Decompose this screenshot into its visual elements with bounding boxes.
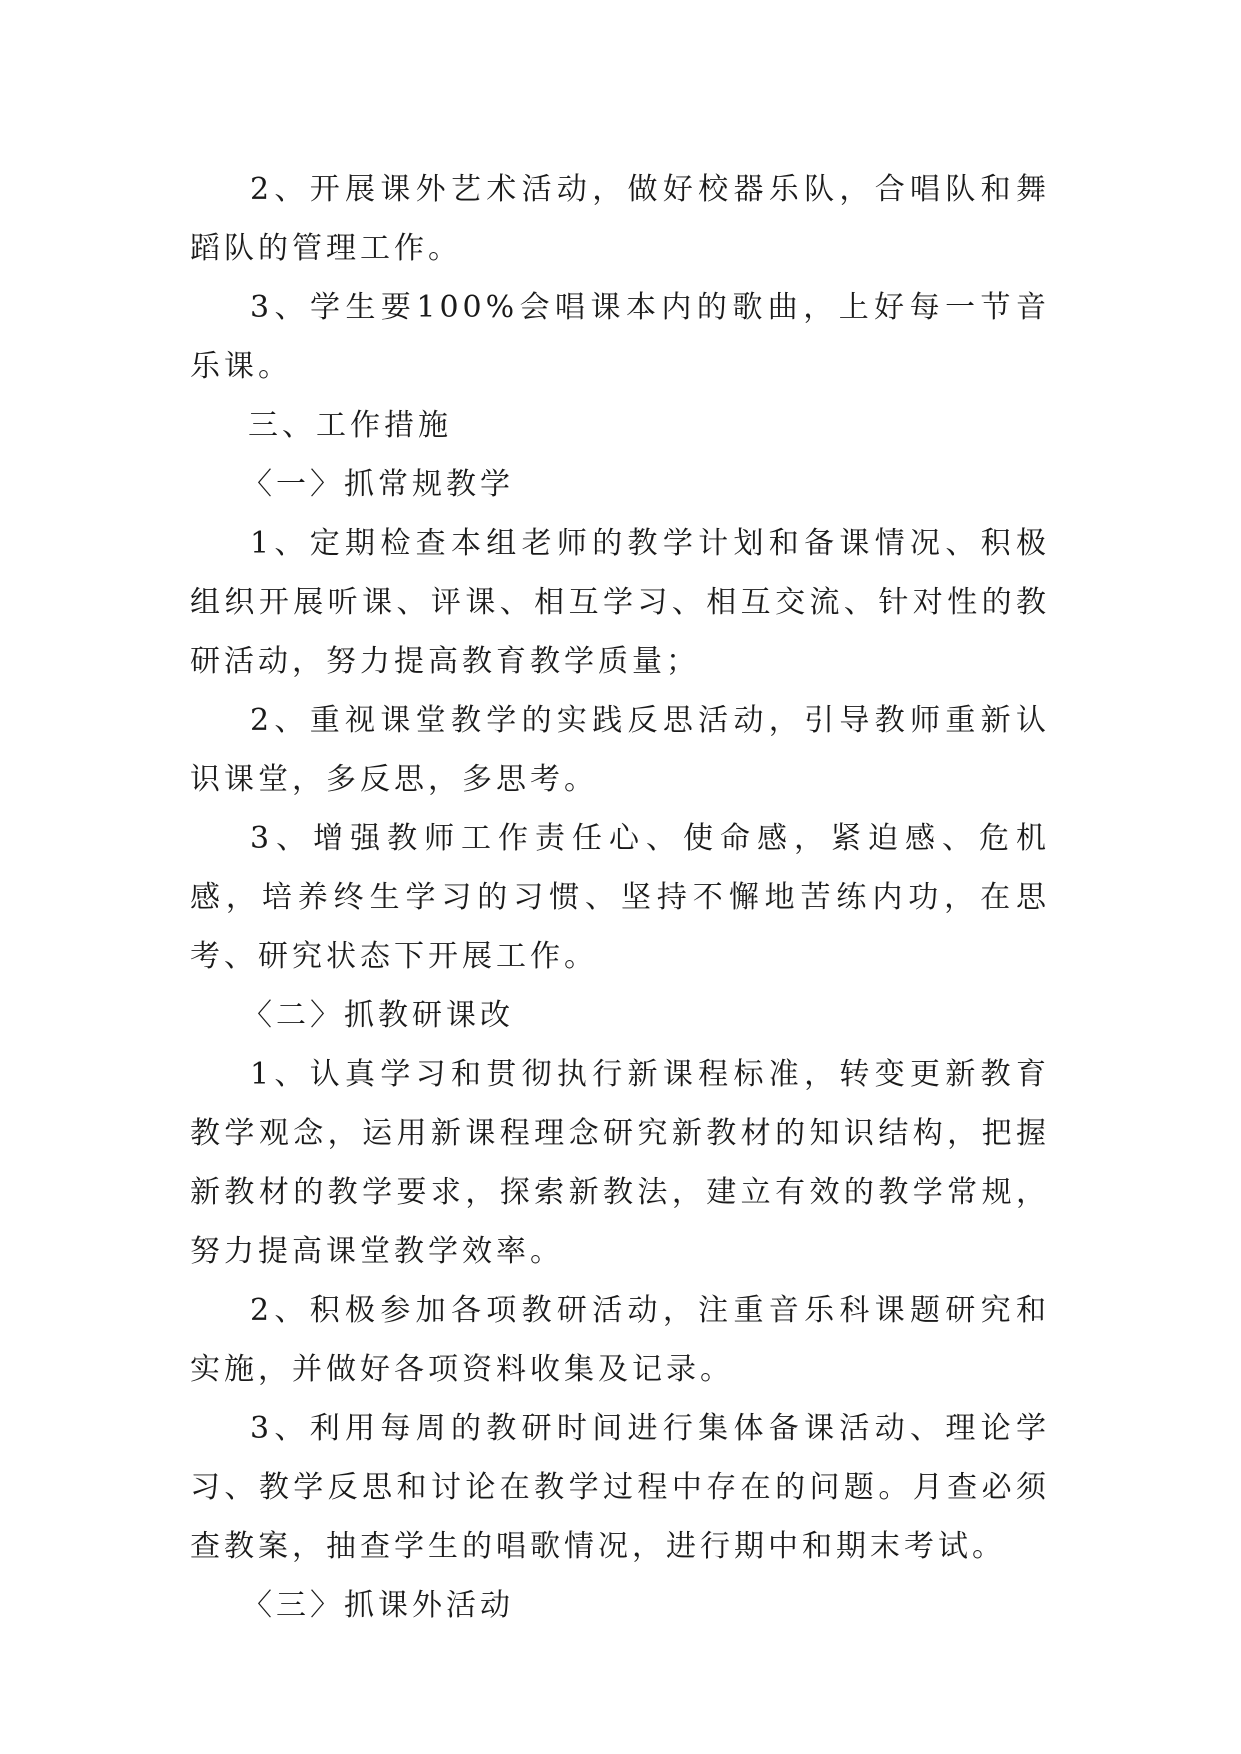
paragraph-routine-3: 3、增强教师工作责任心、使命感，紧迫感、危机感，培养终生学习的习惯、坚持不懈地苦练内功，在思考、研究状态下开展工作。 [190,821,1050,974]
section-heading-measures: 三、工作措施 [248,408,452,443]
sub-heading-routine-teaching: 〈一〉抓常规教学 [242,467,514,502]
sub-heading-teaching-research: 〈二〉抓教研课改 [242,998,514,1033]
paragraph-routine-2: 2、重视课堂教学的实践反思活动，引导教师重新认识课堂，多反思，多思考。 [190,703,1050,797]
paragraph-item-2-activities: 2、开展课外艺术活动，做好校器乐队，合唱队和舞蹈队的管理工作。 [190,172,1050,266]
paragraph-research-2: 2、积极参加各项教研活动，注重音乐科课题研究和实施，并做好各项资料收集及记录。 [190,1293,1050,1387]
document-body [190,160,1050,1635]
paragraph-research-3: 3、利用每周的教研时间进行集体备课活动、理论学习、教学反思和讨论在教学过程中存在的问题。月查必须查教案，抽查学生的唱歌情况，进行期中和期末考试。 [190,1411,1050,1564]
paragraph-routine-1: 1、定期检查本组老师的教学计划和备课情况、积极组织开展听课、评课、相互学习、相互交流、针对性的教研活动，努力提高教育教学质量； [190,526,1050,679]
paragraph-item-3-songs: 3、学生要100%会唱课本内的歌曲，上好每一节音乐课。 [190,290,1050,384]
sub-heading-extracurricular: 〈三〉抓课外活动 [242,1588,514,1623]
paragraph-research-1: 1、认真学习和贯彻执行新课程标准，转变更新教育教学观念，运用新课程理念研究新教材的知识结构，把握新教材的教学要求，探索新教法，建立有效的教学常规，努力提高课堂教学效率。 [190,1057,1050,1269]
